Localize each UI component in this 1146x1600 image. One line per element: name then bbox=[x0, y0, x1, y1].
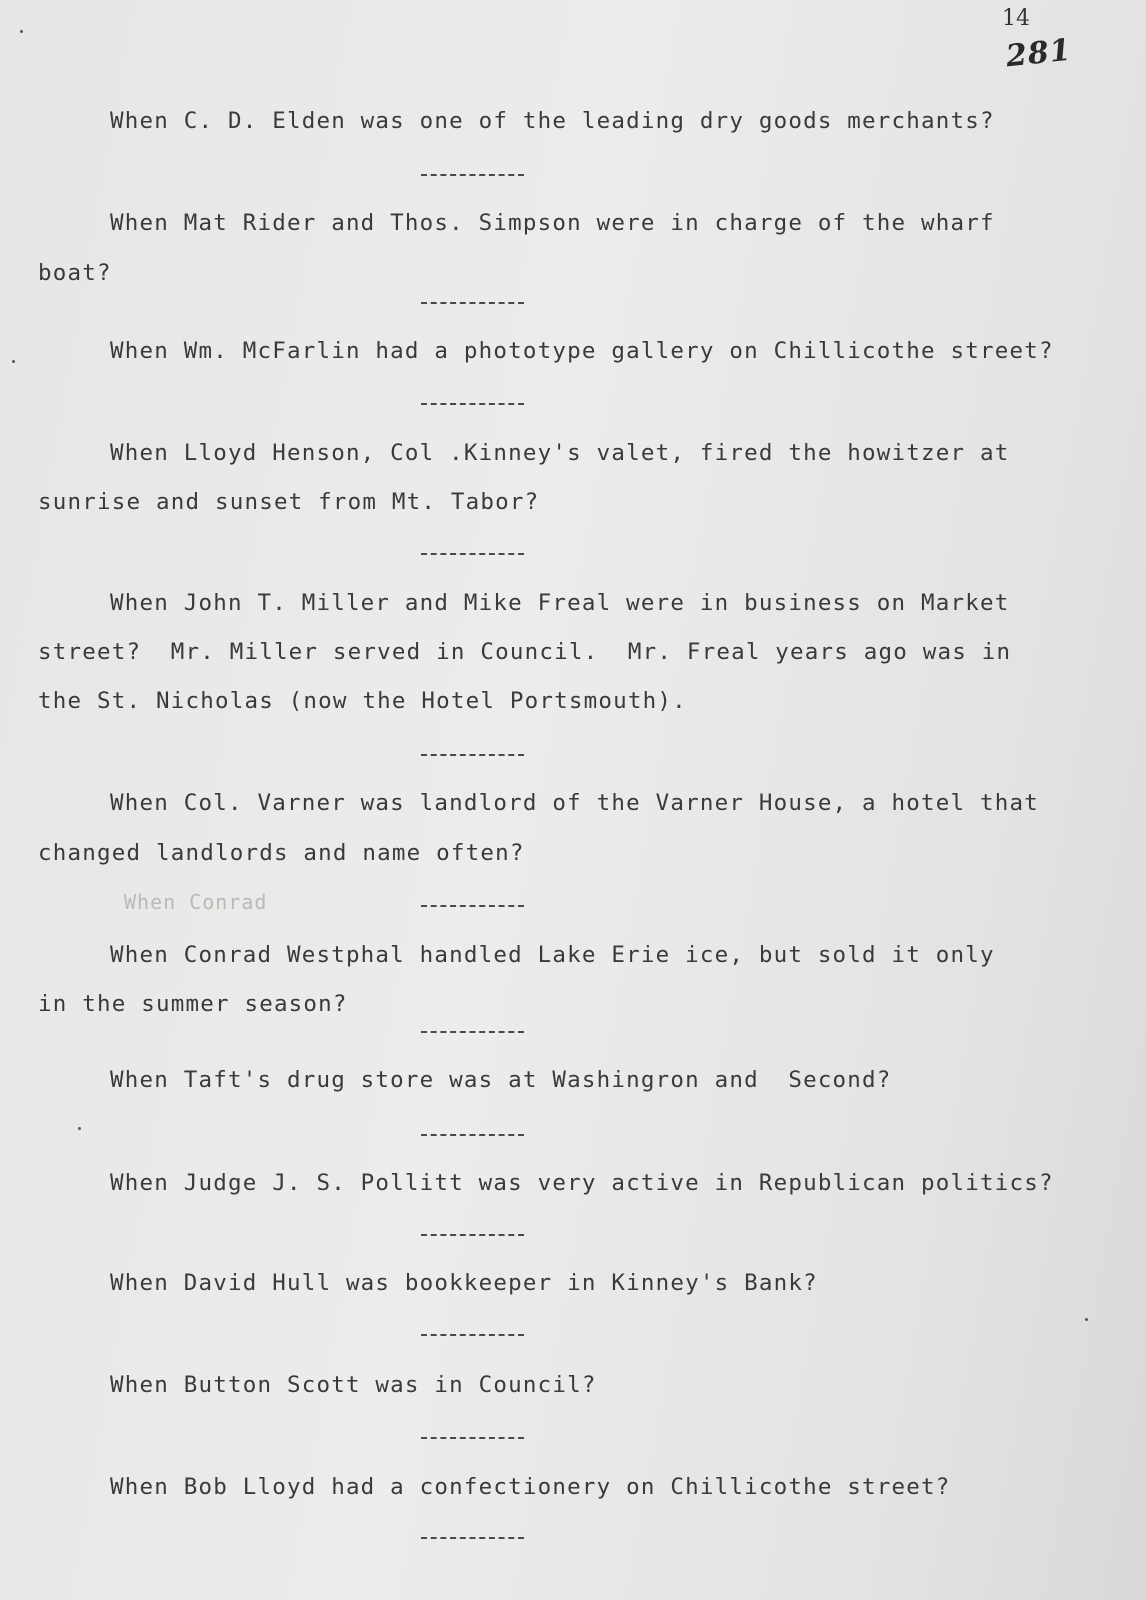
handwritten-archive-number: 281 bbox=[1004, 32, 1074, 75]
separator bbox=[421, 1134, 524, 1136]
paper-speck bbox=[20, 30, 23, 33]
entry-9-line-1: When Judge J. S. Pollitt was very active in Republican politics? bbox=[110, 1170, 1054, 1196]
separator bbox=[421, 302, 524, 304]
separator bbox=[421, 1031, 524, 1033]
separator bbox=[421, 403, 524, 405]
entry-4-line-1: When Lloyd Henson, Col .Kinney's valet, fired the howitzer at bbox=[110, 440, 1010, 466]
separator bbox=[421, 553, 524, 555]
entry-5-line-3: the St. Nicholas (now the Hotel Portsmouth). bbox=[38, 688, 687, 714]
entry-2-line-2: boat? bbox=[38, 260, 112, 286]
entry-12-line-1: When Bob Lloyd had a confectionery on Chillicothe street? bbox=[110, 1474, 951, 1500]
entry-1-line-1: When C. D. Elden was one of the leading dry goods merchants? bbox=[110, 108, 995, 134]
entry-6-line-1: When Col. Varner was landlord of the Varner House, a hotel that bbox=[110, 790, 1040, 816]
entry-11-line-1: When Button Scott was in Council? bbox=[110, 1372, 597, 1398]
paper-speck bbox=[12, 360, 15, 363]
separator bbox=[421, 1234, 524, 1236]
faint-strikeover-text: When Conrad bbox=[124, 890, 268, 914]
entry-10-line-1: When David Hull was bookkeeper in Kinney's Bank? bbox=[110, 1270, 818, 1296]
separator bbox=[421, 1334, 524, 1336]
entry-7-line-1: When Conrad Westphal handled Lake Erie ice, but sold it only bbox=[110, 942, 995, 968]
entry-6-line-2: changed landlords and name often? bbox=[38, 840, 525, 866]
separator bbox=[421, 754, 524, 756]
entry-8-line-1: When Taft's drug store was at Washingron and Second? bbox=[110, 1067, 892, 1093]
separator bbox=[421, 905, 524, 907]
separator bbox=[421, 174, 524, 176]
page-number: 14 bbox=[1002, 6, 1030, 31]
entry-4-line-2: sunrise and sunset from Mt. Tabor? bbox=[38, 489, 540, 515]
separator bbox=[421, 1537, 524, 1539]
separator bbox=[421, 1437, 524, 1439]
entry-5-line-2: street? Mr. Miller served in Council. Mr. Freal years ago was in bbox=[38, 639, 1012, 665]
paper-speck bbox=[1085, 1318, 1088, 1321]
paper-speck bbox=[78, 1127, 81, 1130]
entry-7-line-2: in the summer season? bbox=[38, 991, 348, 1017]
entry-2-line-1: When Mat Rider and Thos. Simpson were in charge of the wharf bbox=[110, 210, 995, 236]
entry-3-line-1: When Wm. McFarlin had a phototype gallery on Chillicothe street? bbox=[110, 338, 1054, 364]
entry-5-line-1: When John T. Miller and Mike Freal were in business on Market bbox=[110, 590, 1010, 616]
